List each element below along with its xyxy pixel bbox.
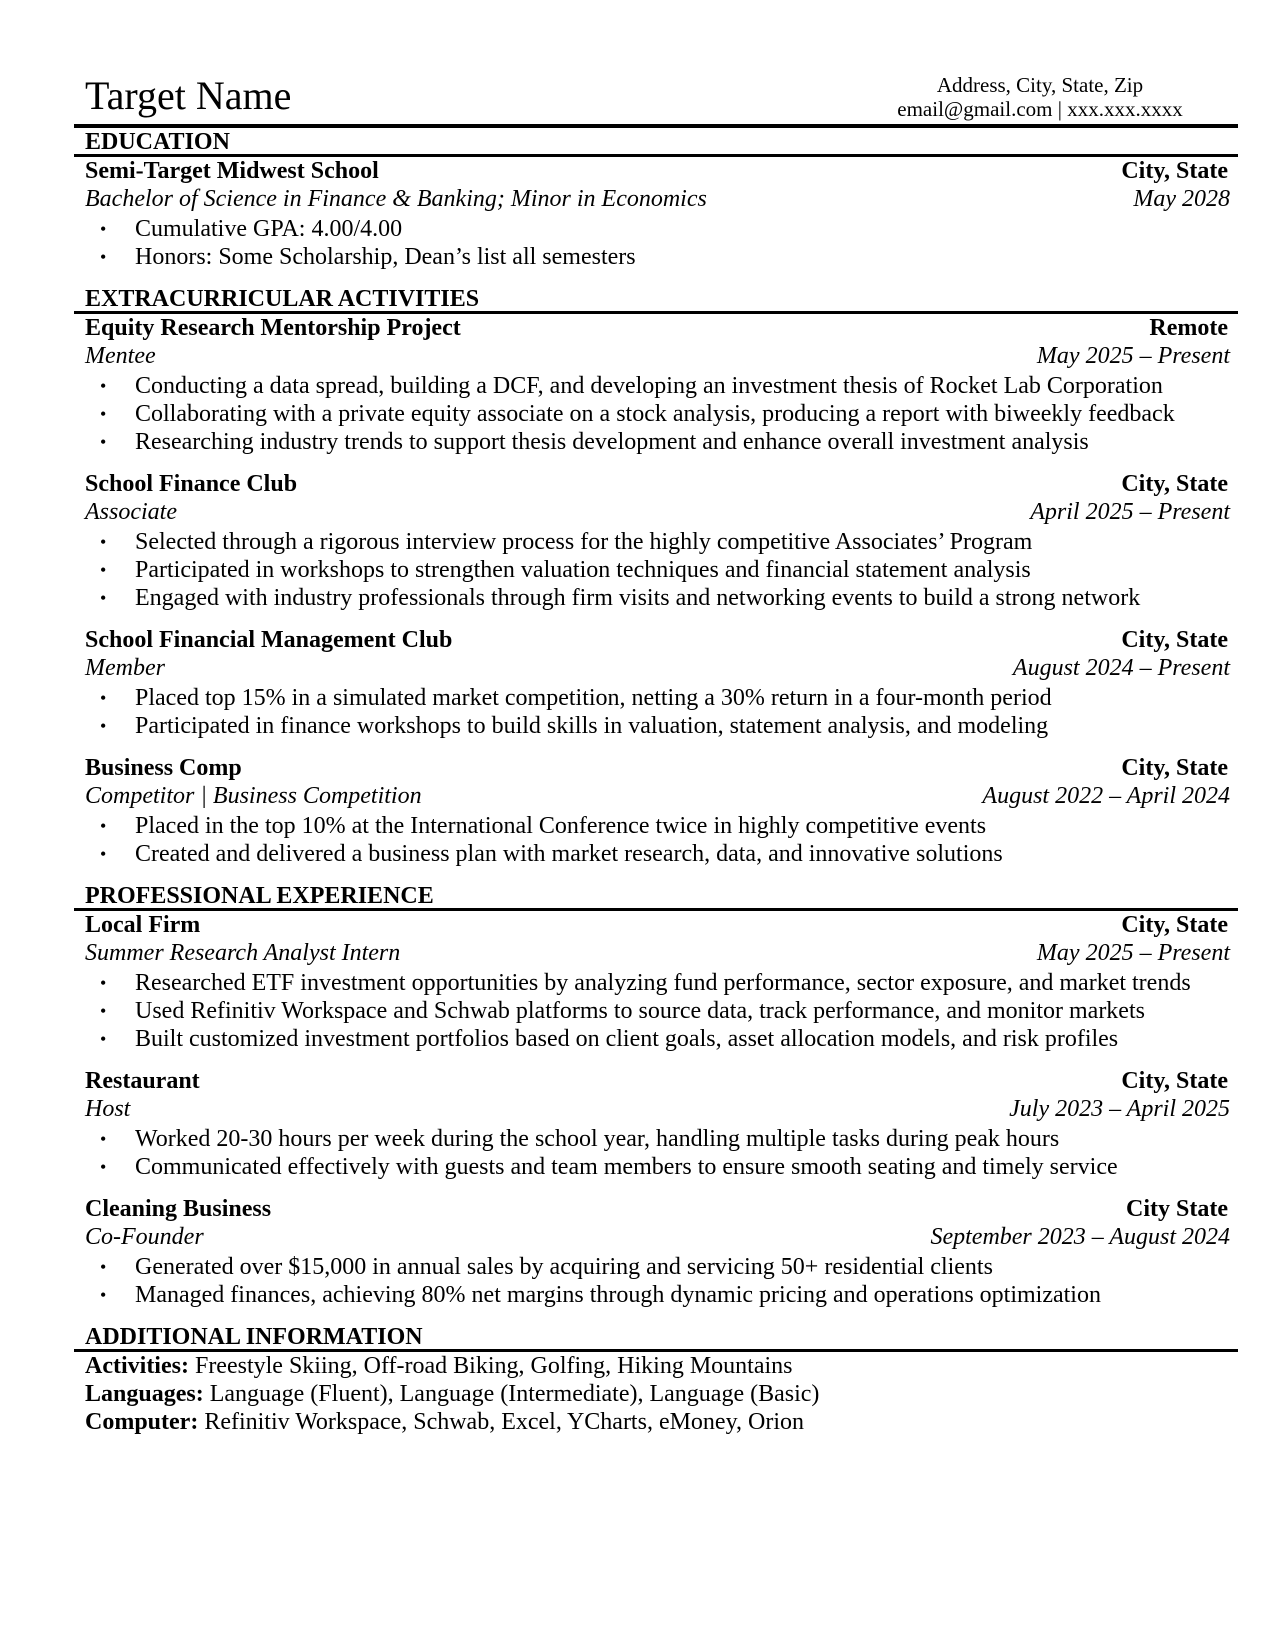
bullet-item: • Worked 20-30 hours per week during the school year, handling multiple tasks during peak hours: [85, 1125, 1238, 1153]
experience-section: [74, 882, 1238, 1309]
organization-name: School Finance Club: [85, 471, 298, 497]
organization-location: City, State: [1121, 471, 1228, 497]
bullet-item: • Created and delivered a business plan with market research, data, and innovative solutions: [85, 840, 1238, 868]
contact-block: [870, 73, 1210, 121]
languages-line: [74, 1380, 1238, 1408]
date-range: August 2024 – Present: [1012, 655, 1230, 681]
date-range: August 2022 – April 2024: [982, 783, 1230, 809]
bullet-item: • Selected through a rigorous interview process for the highly competitive Associates’ Program: [85, 528, 1238, 556]
role-title: Mentee: [85, 343, 156, 369]
activity-bullets: [85, 812, 1238, 868]
employer-name: Cleaning Business: [85, 1196, 272, 1222]
computer-label: Computer:: [85, 1409, 199, 1435]
activity-entry: [74, 626, 1238, 740]
bullet-item: • Placed in the top 10% at the International Conference twice in highly competitive events: [85, 812, 1238, 840]
extracurricular-heading: EXTRACURRICULAR ACTIVITIES: [85, 286, 480, 312]
experience-heading: PROFESSIONAL EXPERIENCE: [85, 883, 434, 909]
activities-label: Activities:: [85, 1353, 189, 1379]
role-title: Competitor | Business Competition: [85, 783, 422, 809]
education-section: [74, 124, 1238, 271]
bullet-item: • Built customized investment portfolios based on client goals, asset allocation models, and risk profiles: [85, 1025, 1238, 1053]
activity-bullets: [85, 528, 1238, 612]
languages-value: Language (Fluent), Language (Intermediate), Language (Basic): [203, 1381, 820, 1407]
job-title: Summer Research Analyst Intern: [85, 940, 401, 966]
job-title: Host: [85, 1096, 131, 1122]
organization-name: Equity Research Mentorship Project: [85, 315, 461, 341]
activity-entry: [74, 314, 1238, 456]
job-title: Co-Founder: [85, 1224, 204, 1250]
organization-location: Remote: [1149, 315, 1228, 341]
date-range: May 2025 – Present: [1036, 940, 1230, 966]
date-range: September 2023 – August 2024: [930, 1224, 1230, 1250]
resume-content: [74, 124, 1238, 1450]
education-bullets: [85, 215, 1238, 271]
organization-location: City, State: [1121, 627, 1228, 653]
computer-line: [74, 1408, 1238, 1436]
organization-location: City, State: [1121, 755, 1228, 781]
activity-bullets: [85, 684, 1238, 740]
bullet-item: • Cumulative GPA: 4.00/4.00: [85, 215, 1238, 243]
job-bullets: [85, 1253, 1238, 1309]
candidate-name: Target Name: [85, 73, 292, 118]
additional-heading: ADDITIONAL INFORMATION: [85, 1324, 423, 1350]
computer-value: Refinitiv Workspace, Schwab, Excel, YCharts, eMoney, Orion: [198, 1409, 805, 1435]
school-location: City, State: [1121, 158, 1228, 184]
bullet-item: • Engaged with industry professionals through firm visits and networking events to build a strong network: [85, 584, 1238, 612]
role-title: Associate: [85, 499, 177, 525]
graduation-date: May 2028: [1133, 186, 1230, 212]
bullet-item: • Honors: Some Scholarship, Dean’s list all semesters: [85, 243, 1238, 271]
education-entry: [74, 157, 1238, 271]
degree: Bachelor of Science in Finance & Banking; Minor in Economics: [85, 186, 707, 212]
bullet-item: • Generated over $15,000 in annual sales by acquiring and servicing 50+ residential clients: [85, 1253, 1238, 1281]
bullet-item: • Conducting a data spread, building a DCF, and developing an investment thesis of Rocket Lab Corporation: [85, 372, 1238, 400]
job-bullets: [85, 1125, 1238, 1181]
bullet-item: • Collaborating with a private equity associate on a stock analysis, producing a report with biweekly feedback: [85, 400, 1238, 428]
employer-name: Local Firm: [85, 912, 201, 938]
additional-section: [74, 1323, 1238, 1436]
bullet-item: • Participated in finance workshops to build skills in valuation, statement analysis, and modeling: [85, 712, 1238, 740]
employer-location: City, State: [1121, 1068, 1228, 1094]
employer-name: Restaurant: [85, 1068, 200, 1094]
activity-bullets: [85, 372, 1238, 456]
bullet-item: • Managed finances, achieving 80% net margins through dynamic pricing and operations optimization: [85, 1281, 1238, 1309]
bullet-item: • Used Refinitiv Workspace and Schwab platforms to source data, track performance, and monitor markets: [85, 997, 1238, 1025]
languages-label: Languages:: [85, 1381, 204, 1407]
organization-name: School Financial Management Club: [85, 627, 453, 653]
email-phone-line: email@gmail.com | xxx.xxx.xxxx: [897, 97, 1183, 121]
bullet-item: • Researching industry trends to support thesis development and enhance overall investment analysis: [85, 428, 1238, 456]
bullet-item: • Researched ETF investment opportunities by analyzing fund performance, sector exposure, and market trends: [85, 969, 1238, 997]
employer-location: City State: [1126, 1196, 1228, 1222]
date-range: July 2023 – April 2025: [1009, 1096, 1230, 1122]
bullet-item: • Placed top 15% in a simulated market competition, netting a 30% return in a four-month period: [85, 684, 1238, 712]
date-range: April 2025 – Present: [1030, 499, 1230, 525]
employer-location: City, State: [1121, 912, 1228, 938]
job-bullets: [85, 969, 1238, 1053]
activity-entry: [74, 754, 1238, 868]
activities-line: [74, 1352, 1238, 1380]
job-entry: [74, 911, 1238, 1053]
date-range: May 2025 – Present: [1036, 343, 1230, 369]
job-entry: [74, 1195, 1238, 1309]
activity-entry: [74, 470, 1238, 612]
extracurricular-section: [74, 285, 1238, 868]
school-name: Semi-Target Midwest School: [85, 158, 379, 184]
activities-value: Freestyle Skiing, Off-road Biking, Golfing, Hiking Mountains: [188, 1353, 793, 1379]
job-entry: [74, 1067, 1238, 1181]
organization-name: Business Comp: [85, 755, 242, 781]
bullet-item: • Participated in workshops to strengthen valuation techniques and financial statement analysis: [85, 556, 1238, 584]
address-line: Address, City, State, Zip: [936, 73, 1144, 97]
bullet-item: • Communicated effectively with guests and team members to ensure smooth seating and timely service: [85, 1153, 1238, 1181]
education-heading: EDUCATION: [74, 124, 1238, 156]
role-title: Member: [85, 655, 165, 681]
